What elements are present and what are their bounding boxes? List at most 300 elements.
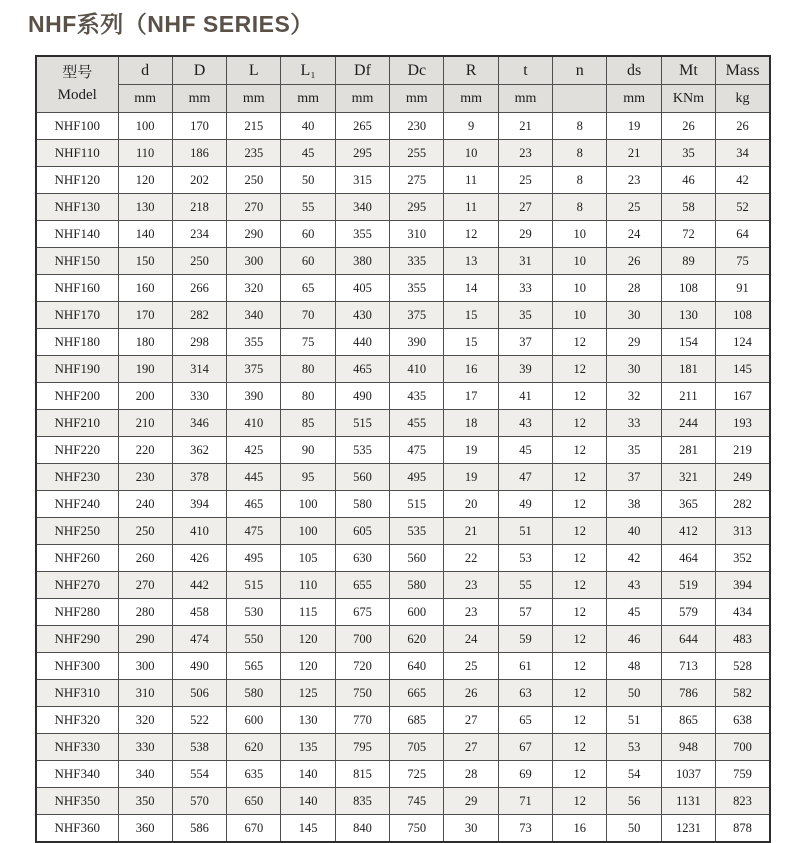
value-cell-Dc: 560 [390,545,444,572]
value-cell-Mass: 91 [716,275,770,302]
value-cell-n: 12 [553,734,607,761]
value-cell-ds: 33 [607,410,661,437]
value-cell-t: 61 [498,653,552,680]
value-cell-Mass: 394 [716,572,770,599]
value-cell-Mass: 75 [716,248,770,275]
model-cell: NHF100 [36,113,118,140]
value-cell-Df: 355 [335,221,389,248]
value-cell-Mt: 281 [661,437,715,464]
table-row-NHF100 [36,113,770,140]
value-cell-Mt: 35 [661,140,715,167]
value-cell-ds: 19 [607,113,661,140]
value-cell-t: 23 [498,140,552,167]
value-cell-R: 20 [444,491,498,518]
column-header-d: d [118,56,172,85]
value-cell-L: 270 [227,194,281,221]
value-cell-L₁: 140 [281,788,335,815]
value-cell-ds: 26 [607,248,661,275]
value-cell-ds: 21 [607,140,661,167]
value-cell-L₁: 60 [281,221,335,248]
value-cell-D: 330 [172,383,226,410]
value-cell-n: 8 [553,140,607,167]
value-cell-L₁: 50 [281,167,335,194]
value-cell-ds: 50 [607,815,661,843]
value-cell-Mt: 108 [661,275,715,302]
value-cell-d: 160 [118,275,172,302]
value-cell-D: 458 [172,599,226,626]
value-cell-n: 12 [553,545,607,572]
value-cell-R: 25 [444,653,498,680]
model-cell: NHF340 [36,761,118,788]
value-cell-ds: 46 [607,626,661,653]
value-cell-D: 490 [172,653,226,680]
value-cell-Df: 770 [335,707,389,734]
value-cell-D: 538 [172,734,226,761]
value-cell-Df: 795 [335,734,389,761]
value-cell-n: 12 [553,572,607,599]
value-cell-L: 530 [227,599,281,626]
value-cell-t: 49 [498,491,552,518]
value-cell-t: 65 [498,707,552,734]
nhf-series-spec-table [35,55,771,843]
value-cell-d: 200 [118,383,172,410]
value-cell-ds: 40 [607,518,661,545]
value-cell-ds: 53 [607,734,661,761]
table-row-NHF160 [36,275,770,302]
value-cell-Dc: 335 [390,248,444,275]
value-cell-L: 600 [227,707,281,734]
model-cell: NHF300 [36,653,118,680]
value-cell-Mt: 130 [661,302,715,329]
value-cell-ds: 25 [607,194,661,221]
value-cell-t: 25 [498,167,552,194]
value-cell-t: 53 [498,545,552,572]
value-cell-Dc: 435 [390,383,444,410]
value-cell-Mt: 154 [661,329,715,356]
value-cell-L₁: 80 [281,356,335,383]
value-cell-D: 202 [172,167,226,194]
value-cell-Dc: 310 [390,221,444,248]
value-cell-L₁: 110 [281,572,335,599]
value-cell-L: 465 [227,491,281,518]
value-cell-L₁: 45 [281,140,335,167]
value-cell-d: 230 [118,464,172,491]
value-cell-D: 506 [172,680,226,707]
model-cell: NHF270 [36,572,118,599]
value-cell-Df: 515 [335,410,389,437]
value-cell-R: 15 [444,302,498,329]
value-cell-R: 13 [444,248,498,275]
model-cell: NHF360 [36,815,118,843]
value-cell-R: 9 [444,113,498,140]
value-cell-Mt: 244 [661,410,715,437]
table-row-NHF360 [36,815,770,843]
value-cell-L₁: 40 [281,113,335,140]
value-cell-R: 14 [444,275,498,302]
table-row-NHF350 [36,788,770,815]
column-header-L: L [227,56,281,85]
value-cell-L₁: 140 [281,761,335,788]
value-cell-Mass: 528 [716,653,770,680]
value-cell-Mass: 26 [716,113,770,140]
value-cell-Mt: 519 [661,572,715,599]
value-cell-Df: 580 [335,491,389,518]
value-cell-Mt: 412 [661,518,715,545]
value-cell-Mass: 878 [716,815,770,843]
model-label-cn: 型号 [62,64,93,81]
value-cell-ds: 35 [607,437,661,464]
value-cell-ds: 50 [607,680,661,707]
value-cell-L₁: 100 [281,491,335,518]
value-cell-n: 8 [553,113,607,140]
value-cell-L: 340 [227,302,281,329]
value-cell-Mt: 46 [661,167,715,194]
value-cell-Mt: 26 [661,113,715,140]
value-cell-ds: 38 [607,491,661,518]
value-cell-Mass: 193 [716,410,770,437]
value-cell-ds: 51 [607,707,661,734]
value-cell-R: 29 [444,788,498,815]
value-cell-d: 320 [118,707,172,734]
value-cell-t: 31 [498,248,552,275]
model-cell: NHF320 [36,707,118,734]
table-row-NHF200 [36,383,770,410]
value-cell-L₁: 95 [281,464,335,491]
value-cell-Mass: 64 [716,221,770,248]
value-cell-Df: 605 [335,518,389,545]
model-cell: NHF140 [36,221,118,248]
value-cell-Df: 560 [335,464,389,491]
value-cell-n: 12 [553,410,607,437]
value-cell-L: 650 [227,788,281,815]
value-cell-t: 51 [498,518,552,545]
value-cell-Df: 405 [335,275,389,302]
value-cell-Mass: 282 [716,491,770,518]
value-cell-Mass: 759 [716,761,770,788]
column-unit-Mass: kg [716,85,770,113]
value-cell-Df: 655 [335,572,389,599]
value-cell-ds: 56 [607,788,661,815]
value-cell-L₁: 105 [281,545,335,572]
value-cell-D: 250 [172,248,226,275]
table-row-NHF270 [36,572,770,599]
value-cell-n: 10 [553,221,607,248]
value-cell-n: 12 [553,437,607,464]
value-cell-L₁: 90 [281,437,335,464]
value-cell-D: 586 [172,815,226,843]
value-cell-d: 290 [118,626,172,653]
column-unit-L: mm [227,85,281,113]
model-cell: NHF260 [36,545,118,572]
value-cell-Dc: 535 [390,518,444,545]
column-header-Mt: Mt [661,56,715,85]
model-cell: NHF250 [36,518,118,545]
value-cell-R: 10 [444,140,498,167]
column-unit-d: mm [118,85,172,113]
value-cell-ds: 54 [607,761,661,788]
value-cell-n: 12 [553,788,607,815]
value-cell-D: 266 [172,275,226,302]
column-unit-n [553,85,607,113]
value-cell-D: 298 [172,329,226,356]
value-cell-L₁: 120 [281,653,335,680]
value-cell-Mt: 1231 [661,815,715,843]
value-cell-t: 37 [498,329,552,356]
value-cell-t: 69 [498,761,552,788]
value-cell-Dc: 640 [390,653,444,680]
value-cell-d: 140 [118,221,172,248]
value-cell-R: 16 [444,356,498,383]
table-row-NHF290 [36,626,770,653]
value-cell-n: 12 [553,680,607,707]
value-cell-t: 35 [498,302,552,329]
value-cell-Dc: 745 [390,788,444,815]
value-cell-ds: 32 [607,383,661,410]
value-cell-R: 22 [444,545,498,572]
value-cell-Dc: 685 [390,707,444,734]
value-cell-n: 12 [553,626,607,653]
value-cell-R: 28 [444,761,498,788]
table-row-NHF310 [36,680,770,707]
value-cell-n: 12 [553,599,607,626]
model-cell: NHF350 [36,788,118,815]
value-cell-Dc: 230 [390,113,444,140]
value-cell-R: 27 [444,707,498,734]
value-cell-ds: 29 [607,329,661,356]
value-cell-d: 310 [118,680,172,707]
value-cell-Mass: 823 [716,788,770,815]
value-cell-Mass: 483 [716,626,770,653]
model-cell: NHF170 [36,302,118,329]
value-cell-L₁: 70 [281,302,335,329]
table-row-NHF190 [36,356,770,383]
value-cell-Dc: 295 [390,194,444,221]
column-unit-D: mm [172,85,226,113]
value-cell-L₁: 125 [281,680,335,707]
table-row-NHF340 [36,761,770,788]
column-unit-t: mm [498,85,552,113]
table-row-NHF300 [36,653,770,680]
column-header-Df: Df [335,56,389,85]
column-unit-R: mm [444,85,498,113]
value-cell-L: 475 [227,518,281,545]
value-cell-Mt: 321 [661,464,715,491]
value-cell-Mass: 219 [716,437,770,464]
value-cell-d: 330 [118,734,172,761]
value-cell-R: 26 [444,680,498,707]
value-cell-L: 620 [227,734,281,761]
value-cell-Mt: 579 [661,599,715,626]
value-cell-Df: 720 [335,653,389,680]
value-cell-D: 410 [172,518,226,545]
value-cell-t: 43 [498,410,552,437]
value-cell-D: 426 [172,545,226,572]
value-cell-t: 29 [498,221,552,248]
value-cell-Df: 490 [335,383,389,410]
value-cell-ds: 48 [607,653,661,680]
value-cell-Mass: 582 [716,680,770,707]
value-cell-D: 570 [172,788,226,815]
value-cell-Mass: 42 [716,167,770,194]
column-header-t: t [498,56,552,85]
value-cell-d: 250 [118,518,172,545]
value-cell-Df: 265 [335,113,389,140]
value-cell-t: 67 [498,734,552,761]
column-unit-ds: mm [607,85,661,113]
value-cell-Mass: 167 [716,383,770,410]
value-cell-L: 235 [227,140,281,167]
value-cell-t: 71 [498,788,552,815]
value-cell-n: 12 [553,761,607,788]
value-cell-D: 394 [172,491,226,518]
value-cell-L: 635 [227,761,281,788]
value-cell-ds: 28 [607,275,661,302]
value-cell-L: 445 [227,464,281,491]
value-cell-ds: 30 [607,356,661,383]
value-cell-D: 362 [172,437,226,464]
model-cell: NHF190 [36,356,118,383]
model-cell: NHF180 [36,329,118,356]
table-row-NHF230 [36,464,770,491]
value-cell-Dc: 665 [390,680,444,707]
value-cell-d: 150 [118,248,172,275]
value-cell-d: 130 [118,194,172,221]
value-cell-t: 55 [498,572,552,599]
value-cell-L: 495 [227,545,281,572]
value-cell-Mass: 34 [716,140,770,167]
value-cell-L: 565 [227,653,281,680]
value-cell-L₁: 60 [281,248,335,275]
page-title: NHF系列（NHF SERIES） [28,11,314,37]
table-row-NHF170 [36,302,770,329]
value-cell-d: 350 [118,788,172,815]
value-cell-t: 57 [498,599,552,626]
value-cell-Df: 630 [335,545,389,572]
table-row-NHF250 [36,518,770,545]
value-cell-R: 17 [444,383,498,410]
value-cell-R: 15 [444,329,498,356]
value-cell-L: 515 [227,572,281,599]
value-cell-t: 47 [498,464,552,491]
value-cell-t: 21 [498,113,552,140]
value-cell-L: 580 [227,680,281,707]
value-cell-ds: 45 [607,599,661,626]
value-cell-R: 19 [444,464,498,491]
value-cell-Dc: 390 [390,329,444,356]
value-cell-ds: 42 [607,545,661,572]
value-cell-D: 186 [172,140,226,167]
table-row-NHF180 [36,329,770,356]
value-cell-R: 12 [444,221,498,248]
value-cell-Mass: 249 [716,464,770,491]
column-header-Mass: Mass [716,56,770,85]
table-row-NHF330 [36,734,770,761]
value-cell-d: 210 [118,410,172,437]
value-cell-d: 190 [118,356,172,383]
table-row-NHF130 [36,194,770,221]
model-cell: NHF280 [36,599,118,626]
table-row-NHF110 [36,140,770,167]
value-cell-L₁: 145 [281,815,335,843]
value-cell-D: 234 [172,221,226,248]
table-body [36,113,770,843]
value-cell-n: 12 [553,653,607,680]
value-cell-Mt: 1037 [661,761,715,788]
model-cell: NHF310 [36,680,118,707]
value-cell-L: 355 [227,329,281,356]
column-header-n: n [553,56,607,85]
value-cell-L₁: 55 [281,194,335,221]
value-cell-Mt: 865 [661,707,715,734]
table-row-NHF150 [36,248,770,275]
column-unit-Mt: KNm [661,85,715,113]
model-column-header [36,56,118,113]
value-cell-d: 220 [118,437,172,464]
value-cell-Dc: 725 [390,761,444,788]
column-header-Dc: Dc [390,56,444,85]
value-cell-d: 110 [118,140,172,167]
model-cell: NHF120 [36,167,118,194]
column-header-R: R [444,56,498,85]
value-cell-Dc: 515 [390,491,444,518]
value-cell-Mt: 211 [661,383,715,410]
value-cell-d: 170 [118,302,172,329]
value-cell-Df: 835 [335,788,389,815]
value-cell-Mt: 464 [661,545,715,572]
value-cell-L₁: 135 [281,734,335,761]
table-row-NHF260 [36,545,770,572]
value-cell-Df: 700 [335,626,389,653]
value-cell-n: 12 [553,383,607,410]
value-cell-L: 320 [227,275,281,302]
header-row-names [36,56,770,85]
model-cell: NHF210 [36,410,118,437]
value-cell-R: 24 [444,626,498,653]
value-cell-Df: 440 [335,329,389,356]
value-cell-D: 522 [172,707,226,734]
value-cell-L: 215 [227,113,281,140]
value-cell-L₁: 65 [281,275,335,302]
value-cell-L₁: 100 [281,518,335,545]
value-cell-Mt: 644 [661,626,715,653]
value-cell-L: 250 [227,167,281,194]
table-row-NHF210 [36,410,770,437]
value-cell-Mass: 124 [716,329,770,356]
value-cell-ds: 30 [607,302,661,329]
value-cell-Mt: 948 [661,734,715,761]
value-cell-D: 282 [172,302,226,329]
value-cell-L₁: 75 [281,329,335,356]
value-cell-Mass: 313 [716,518,770,545]
value-cell-Df: 380 [335,248,389,275]
value-cell-Df: 340 [335,194,389,221]
value-cell-D: 170 [172,113,226,140]
value-cell-t: 63 [498,680,552,707]
value-cell-n: 10 [553,302,607,329]
value-cell-n: 12 [553,329,607,356]
value-cell-Df: 675 [335,599,389,626]
value-cell-L₁: 120 [281,626,335,653]
value-cell-R: 23 [444,572,498,599]
value-cell-n: 10 [553,248,607,275]
value-cell-R: 23 [444,599,498,626]
table-row-NHF120 [36,167,770,194]
model-cell: NHF160 [36,275,118,302]
value-cell-Dc: 455 [390,410,444,437]
value-cell-L: 300 [227,248,281,275]
value-cell-Mass: 145 [716,356,770,383]
model-cell: NHF200 [36,383,118,410]
